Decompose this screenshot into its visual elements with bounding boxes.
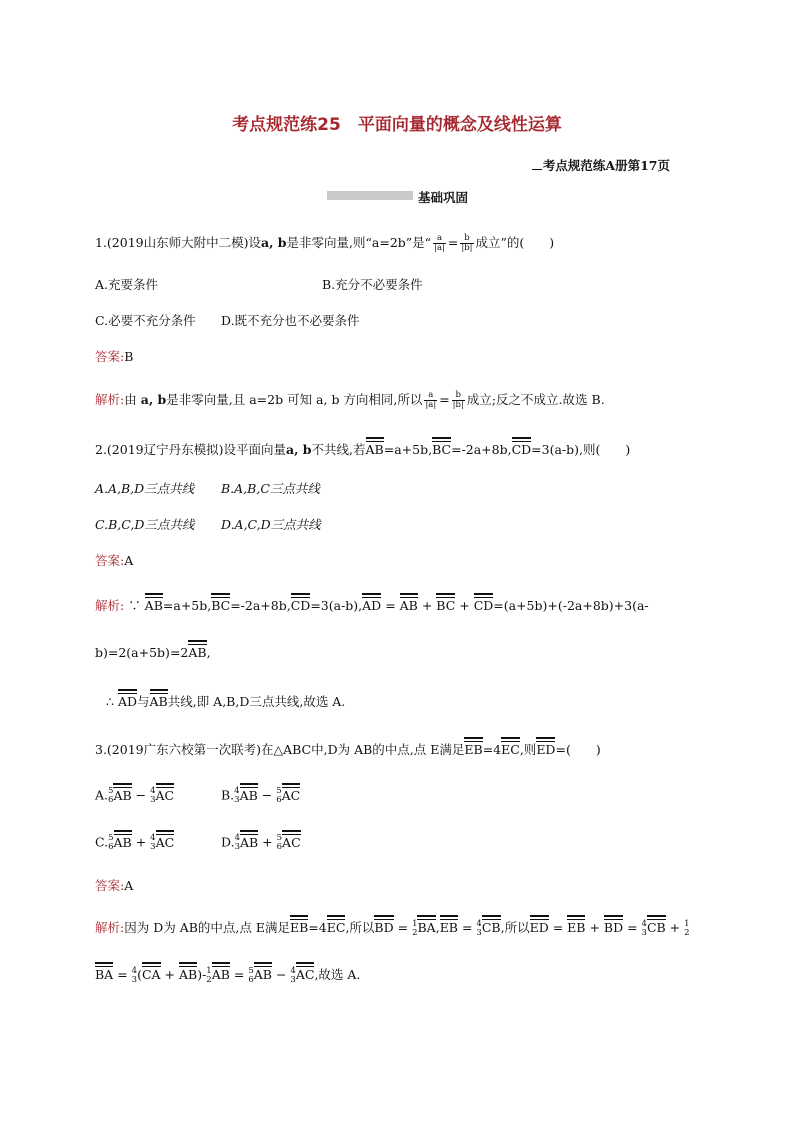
q1-analysis: 解析:由 a, b是非零向量,且 a=2b 可知 a, b 方向相同,所以 $\frac{a}{|a|}$ = $\frac{b}{|b|}$ 成立;反之不成立.故选 B. [95, 390, 605, 410]
q1-option-b: B.充分不必要条件 [322, 277, 423, 292]
q1-option-c: C.必要不充分条件 [95, 313, 196, 328]
q1-option-d: D.既不充分也不必要条件 [221, 313, 360, 328]
q2-option-b: B.A,B,C三点共线 [221, 481, 320, 496]
page-title: 考点规范练25 平面向量的概念及线性运算 [232, 115, 562, 135]
q2-option-c: C.B,C,D三点共线 [95, 517, 195, 532]
q3-option-d: D. 4 3 AB + 5 6 AC [221, 833, 301, 852]
section-bar [327, 191, 413, 200]
q2-analysis-line1: 解析: ∵ AB=a+5b,BC=-2a+8b,CD=3(a-b),AD = AB + BC + CD=(a+5b)+(-2a+8b)+3(a- [95, 598, 649, 613]
q1-answer: 答案:B [95, 349, 134, 364]
q3-analysis-line1: 解析:因为 D为 AB的中点,点 E满足EB=4EC,所以BD = 1 2 BA,EB = 4 3 CB,所以ED = EB + BD = 4 3 CB + 1 2 [95, 918, 690, 938]
reference-text: 考点规范练A册第17页 [542, 158, 670, 173]
q3-analysis-line2: BA = 4 3 (CA + AB)- 1 2 AB = 5 6 AB − 4 3 AC,故选 A. [95, 965, 361, 985]
q2-option-d: D.A,C,D三点共线 [221, 517, 321, 532]
reference-underline [532, 169, 542, 170]
q2-analysis-line3: ∴ AD与AB共线,即 A,B,D三点共线,故选 A. [106, 694, 346, 709]
q1-option-a: A.充要条件 [95, 277, 159, 292]
q2-analysis-line2: b)=2(a+5b)=2AB, [95, 645, 211, 660]
q1-frac-a: $\frac{a}{|a|}$ [434, 233, 445, 253]
q1-frac-b: $\frac{b}{|b|}$ [461, 233, 473, 253]
q3-option-a: A. 5 6 AB − 4 3 AC [95, 786, 175, 805]
q2-option-a: A.A,B,D三点共线 [95, 481, 195, 496]
q2-answer: 答案:A [95, 553, 134, 568]
q3-stem: 3.(2019广东六校第一次联考)在△ABC中,D为 AB的中点,点 E满足EB=4EC,则ED=( ) [95, 742, 601, 757]
textbook-reference [532, 156, 670, 174]
q3-option-b: B. 4 3 AB − 5 6 AC [221, 786, 301, 805]
q1-stem: 1.(2019山东师大附中二模)设a, b是非零向量,则“a=2b”是“ $\frac{a}{|a|}$ = $\frac{b}{|b|}$ 成立”的( ) [95, 233, 555, 253]
q2-stem: 2.(2019辽宁丹东模拟)设平面向量a, b不共线,若AB=a+5b,BC=-2a+8b,CD=3(a-b),则( ) [95, 442, 631, 457]
q3-answer: 答案:A [95, 878, 134, 893]
q3-option-c: C. 5 6 AB + 4 3 AC [95, 833, 175, 852]
section-heading: 基础巩固 [418, 190, 469, 205]
